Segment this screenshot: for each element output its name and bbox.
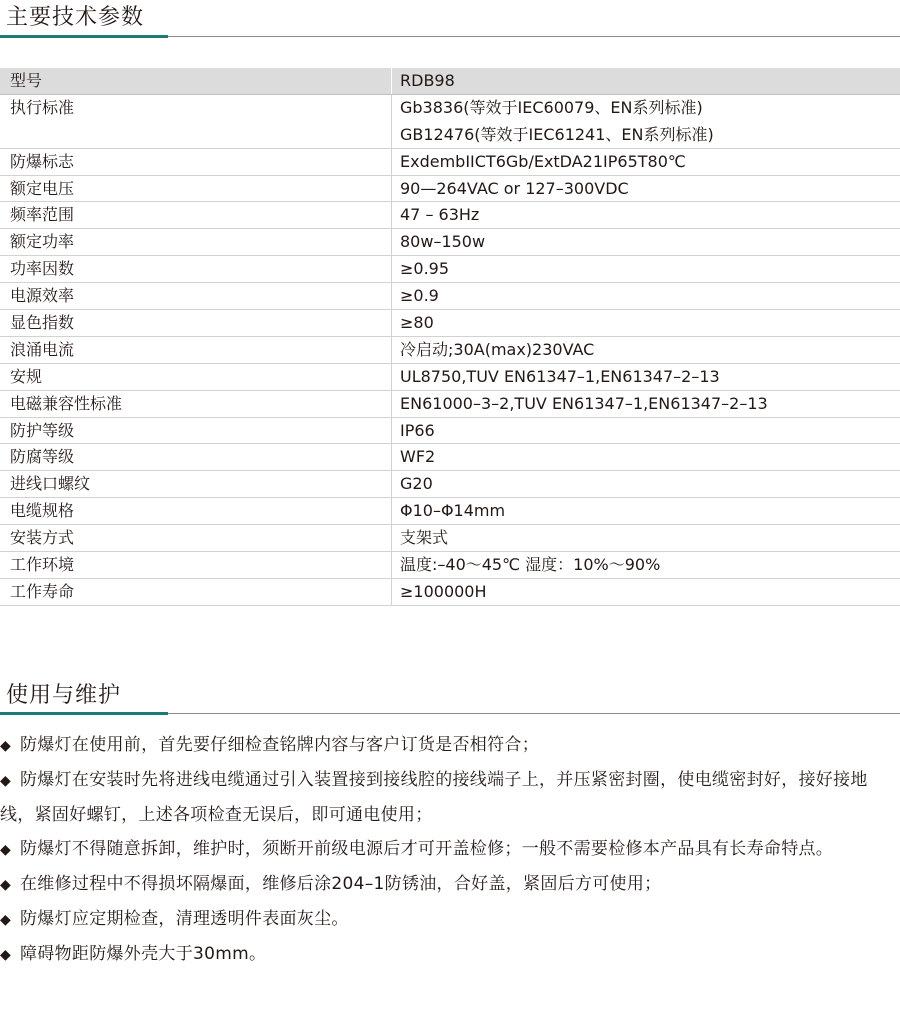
spec-row <box>0 149 900 176</box>
spec-value <box>392 471 900 497</box>
spec-value <box>392 310 900 336</box>
spec-label: 频率范围 <box>0 202 392 228</box>
maintenance-text: 防爆灯不得随意拆卸，维护时，须断开前级电源后才可开盖检修；一般不需要检修本产品具有长寿命特点。 <box>20 839 834 859</box>
spec-row <box>0 310 900 337</box>
spec-value-line: 47 – 63Hz <box>400 205 480 225</box>
spec-value-line: RDB98 <box>400 71 455 90</box>
spec-value <box>392 337 900 363</box>
spec-row <box>0 552 900 579</box>
maintenance-text: 防爆灯应定期检查，清理透明件表面灰尘。 <box>20 909 349 929</box>
spec-label: 工作寿命 <box>0 579 392 605</box>
spec-value-line: 80w–150w <box>400 232 486 252</box>
spec-value <box>392 149 900 175</box>
spec-label: 额定功率 <box>0 229 392 255</box>
spec-label: 显色指数 <box>0 310 392 336</box>
maintenance-item <box>0 832 900 867</box>
maintenance-text: 防爆灯在使用前，首先要仔细检查铭牌内容与客户订货是否相符合； <box>20 735 539 755</box>
spec-value <box>392 391 900 417</box>
spec-label: 功率因数 <box>0 256 392 282</box>
maintenance-item <box>0 763 900 832</box>
spec-row <box>0 256 900 283</box>
spec-value-line: G20 <box>400 474 433 494</box>
spec-value <box>392 552 900 578</box>
maintenance-item <box>0 937 900 972</box>
diamond-icon: ◆ <box>0 947 12 963</box>
spec-row <box>0 418 900 445</box>
spec-label: 电缆规格 <box>0 498 392 524</box>
spec-label: 浪涌电流 <box>0 337 392 363</box>
maintenance-text: 在维修过程中不得损坏隔爆面，维修后涂204–1防锈油，合好盖，紧固后方可使用； <box>20 874 662 894</box>
spec-value <box>392 95 900 148</box>
spec-row <box>0 391 900 418</box>
spec-label: 电源效率 <box>0 283 392 309</box>
spec-value <box>392 256 900 282</box>
specs-section-title: 主要技术参数 <box>6 5 145 30</box>
spec-label: 工作环境 <box>0 552 392 578</box>
spec-row <box>0 364 900 391</box>
spec-value-line: WF2 <box>400 447 436 467</box>
spec-value <box>392 418 900 444</box>
diamond-icon: ◆ <box>0 877 12 893</box>
spec-table <box>0 68 900 606</box>
spec-row <box>0 95 900 149</box>
spec-value <box>392 579 900 605</box>
spec-value-line: UL8750,TUV EN61347–1,EN61347–2–13 <box>400 366 720 386</box>
spec-value-line: 冷启动;30A(max)230VAC <box>400 339 595 359</box>
spec-row <box>0 176 900 203</box>
spec-row <box>0 283 900 310</box>
spec-label: 电磁兼容性标准 <box>0 391 392 417</box>
spec-row <box>0 202 900 229</box>
spec-value-line: 90—264VAC or 127–300VDC <box>400 178 629 198</box>
spec-value-line: ≥0.9 <box>400 286 439 306</box>
spec-value-line: 支架式 <box>400 528 449 548</box>
maintenance-section-title: 使用与维护 <box>6 683 122 708</box>
diamond-icon: ◆ <box>0 773 12 789</box>
spec-value-line: Φ10–Φ14mm <box>400 501 506 521</box>
spec-label: 防腐等级 <box>0 444 392 470</box>
spec-row <box>0 337 900 364</box>
spec-label: 安规 <box>0 364 392 390</box>
spec-value-line: ≥100000H <box>400 581 487 601</box>
spec-label: 执行标准 <box>0 95 392 148</box>
spec-value-line: IP66 <box>400 420 435 440</box>
spec-value <box>392 498 900 524</box>
spec-value <box>392 68 900 94</box>
spec-value-line: Gb3836(等效于IEC60079、EN系列标准) <box>400 97 703 117</box>
maintenance-item <box>0 867 900 902</box>
spec-value <box>392 525 900 551</box>
maintenance-item <box>0 902 900 937</box>
spec-value <box>392 444 900 470</box>
spec-value <box>392 202 900 228</box>
maintenance-text: 障碍物距防爆外壳大于30mm。 <box>20 944 267 964</box>
spec-row <box>0 579 900 606</box>
spec-label: 防爆标志 <box>0 149 392 175</box>
maintenance-item <box>0 728 900 763</box>
spec-row <box>0 444 900 471</box>
spec-row <box>0 68 900 95</box>
spec-label: 防护等级 <box>0 418 392 444</box>
spec-value-line: EN61000–3–2,TUV EN61347–1,EN61347–2–13 <box>400 393 768 413</box>
diamond-icon: ◆ <box>0 738 12 754</box>
spec-value-line: 温度:–40～45℃ 湿度：10%～90% <box>400 555 661 575</box>
spec-value <box>392 176 900 202</box>
specs-title-accent <box>0 35 168 38</box>
spec-value <box>392 229 900 255</box>
spec-value-line: ≥80 <box>400 313 434 333</box>
spec-label: 型号 <box>0 68 392 94</box>
spec-row <box>0 471 900 498</box>
spec-row <box>0 229 900 256</box>
spec-value <box>392 364 900 390</box>
diamond-icon: ◆ <box>0 912 12 928</box>
diamond-icon: ◆ <box>0 842 12 858</box>
maintenance-text: 防爆灯在安装时先将进线电缆通过引入装置接到接线腔的接线端子上，并压紧密封圈，使电缆密封好，接好接地线，紧固好螺钉，上述各项检查无误后，即可通电使用； <box>0 770 868 825</box>
spec-label: 安装方式 <box>0 525 392 551</box>
spec-value-line: ExdembIICT6Gb/ExtDA21IP65T80℃ <box>400 151 686 171</box>
maintenance-title-accent <box>0 712 168 715</box>
spec-value <box>392 283 900 309</box>
spec-label: 进线口螺纹 <box>0 471 392 497</box>
spec-value-line: GB12476(等效于IEC61241、EN系列标准) <box>400 124 714 144</box>
spec-value-line: ≥0.95 <box>400 259 450 279</box>
spec-row <box>0 498 900 525</box>
spec-label: 额定电压 <box>0 176 392 202</box>
maintenance-list <box>0 728 900 972</box>
spec-row <box>0 525 900 552</box>
